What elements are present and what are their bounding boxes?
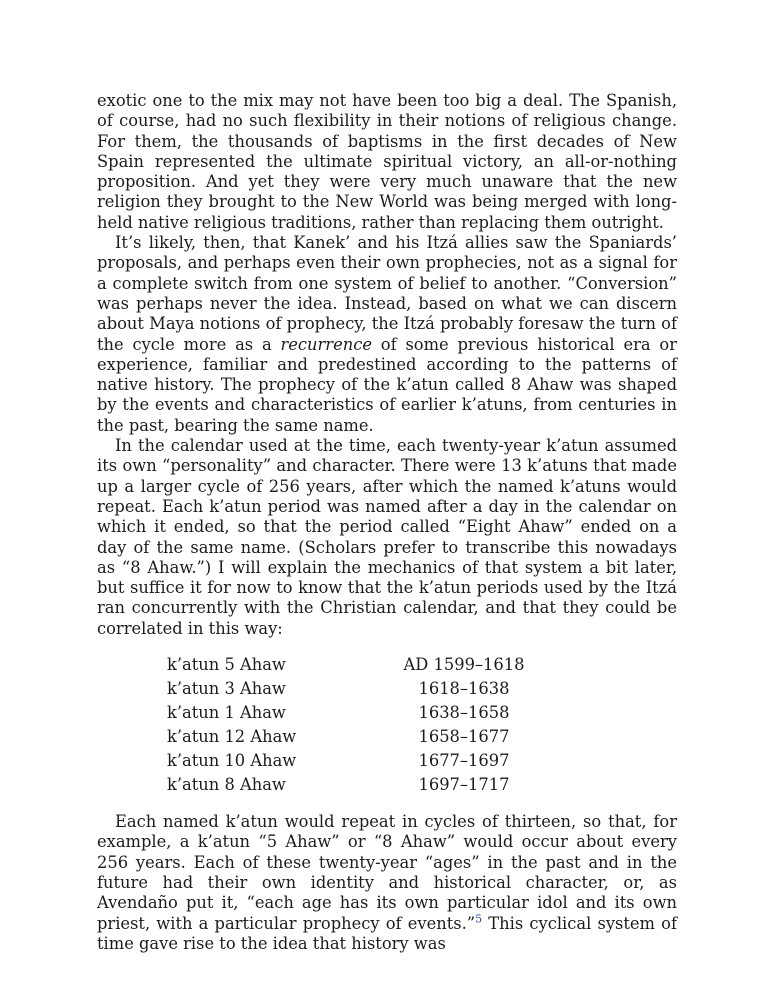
paragraph-1-text: exotic one to the mix may not have been too big a deal. The Spanish, of course, had no such flexibility in their notions of religious change. For them, the thousands of baptisms in the first decades of New Spain represented the ultimate spiritual victory, an all-or-nothing proposition. And yet they were very much unaware that the new religion they brought to the New World was being merged with long-held native religious traditions, rather than replacing them outright. xyxy=(97,91,677,232)
table-row xyxy=(167,653,539,677)
katun-name: k’atun 1 Ahaw xyxy=(167,703,286,723)
katun-name: k’atun 10 Ahaw xyxy=(167,751,297,771)
katun-name: k’atun 5 Ahaw xyxy=(167,655,286,675)
katun-years: 1677–1697 xyxy=(418,751,510,771)
book-page xyxy=(97,91,677,954)
table-row xyxy=(167,749,539,773)
paragraph-1 xyxy=(97,91,677,233)
paragraph-2-text-b: of some previous historical era or experience, familiar and predestined according to the patterns of native history. The prophecy of the k’atun called 8 Ahaw was shaped by the events and characteristics of earlier k’atuns, from centuries in the past, bearing the same name. xyxy=(97,334,677,435)
table-row xyxy=(167,701,539,725)
table-row xyxy=(167,725,539,749)
katun-years: 1618–1638 xyxy=(418,679,510,699)
paragraph-3 xyxy=(97,436,677,639)
paragraph-4 xyxy=(97,812,677,954)
paragraph-2-text-a: It’s likely, then, that Kanek’ and his Itzá allies saw the Spaniards’ proposals, and perhaps even their own prophecies, not as a signal for a complete switch from one system of belief to another. “Conversion” was perhaps never the idea. Instead, based on what we can discern about Maya notions of prophecy, the Itzá probably foresaw the turn of the cycle more as a xyxy=(97,233,677,354)
katun-name: k’atun 12 Ahaw xyxy=(167,727,297,747)
katun-years: 1638–1658 xyxy=(418,703,510,723)
footnote-link[interactable]: 5 xyxy=(475,912,483,926)
paragraph-2 xyxy=(97,233,677,436)
katun-years: 1658–1677 xyxy=(418,727,510,747)
katun-name: k’atun 3 Ahaw xyxy=(167,679,286,699)
katun-name: k’atun 8 Ahaw xyxy=(167,775,286,795)
paragraph-3-text: In the calendar used at the time, each twenty-year k’atun assumed its own “personality” and character. There were 13 k’atuns that made up a larger cycle of 256 years, after which the named k’atuns would repeat. Each k’atun period was named after a day in the calendar on which it ended, so that the period called “Eight Ahaw” ended on a day of the same name. (Scholars prefer to transcribe this nowadays as “8 Ahaw.”) I will explain the mechanics of that system a bit later, but suffice it for now to know that the k’atun periods used by the Itzá ran concurrently with the Christian calendar, and that they could be correlated in this way: xyxy=(97,436,677,638)
paragraph-4-text-b: This cyclical system of time gave rise to the idea that history was xyxy=(97,913,678,953)
paragraph-2-emphasis: recurrence xyxy=(280,334,372,354)
paragraph-4-text-a: Each named k’atun would repeat in cycles of thirteen, so that, for example, a k’atun “5 Ahaw” or “8 Ahaw” would occur about every 256 years. Each of these twenty-year “ages” in the past and in the future had their own identity and historical character, or, as Avendaño put it, “each age has its own particular idol and its own priest, with a particular prophecy of events.” xyxy=(97,812,677,933)
table-row xyxy=(167,773,539,797)
katun-years: 1697–1717 xyxy=(418,775,510,795)
katun-correlation-table xyxy=(167,653,539,797)
katun-years: AD 1599–1618 xyxy=(403,655,525,675)
table-row xyxy=(167,677,539,701)
